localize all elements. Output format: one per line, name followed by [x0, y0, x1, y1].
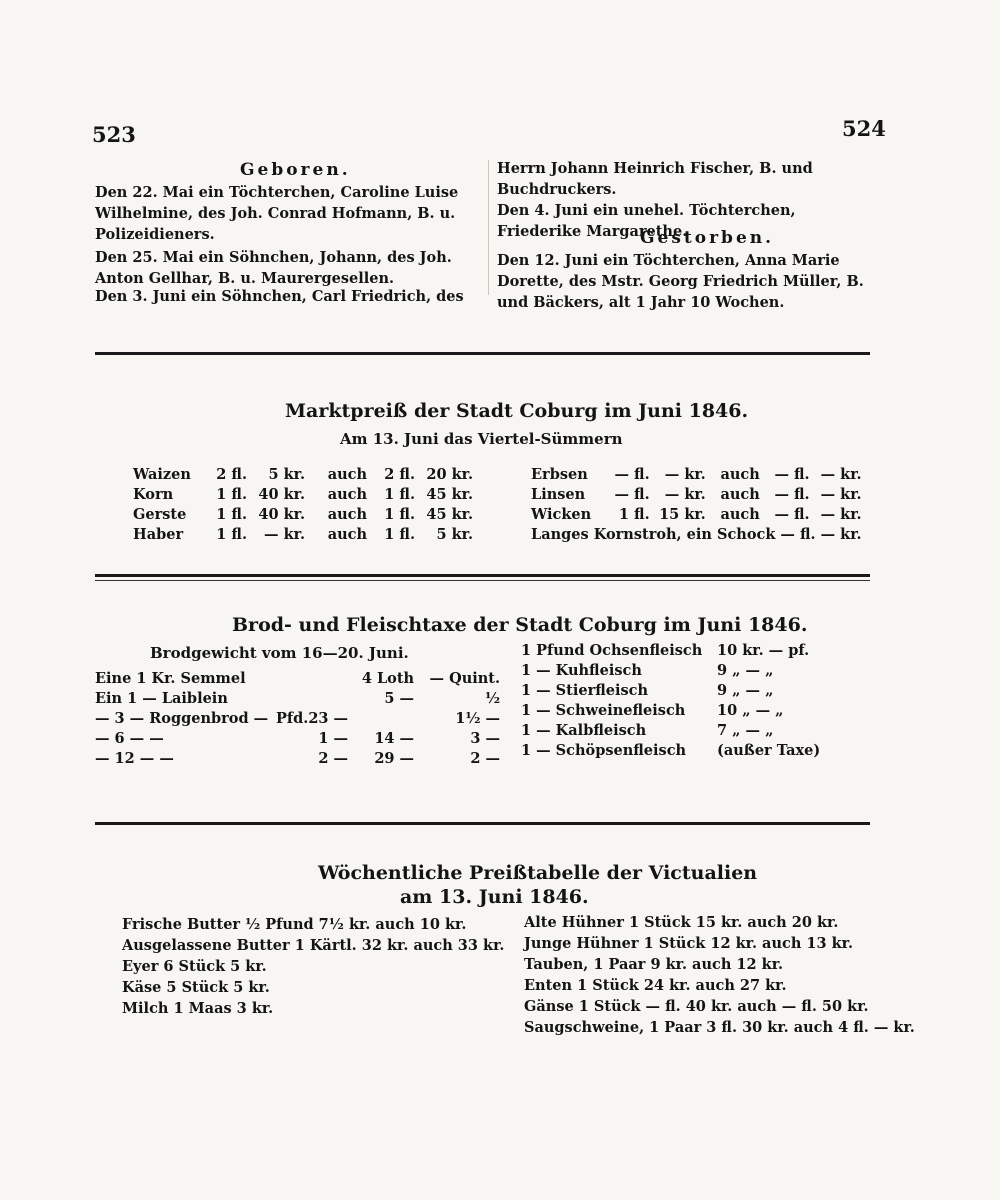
- list-item: Enten 1 Stück 24 kr. auch 27 kr.: [524, 977, 787, 994]
- victuals-list-left: [122, 914, 504, 1019]
- table-cell: 3 —: [470, 729, 501, 747]
- birth-entry-continued: Herrn Johann Heinrich Fischer, B. und Buchdruckers.: [497, 160, 813, 198]
- table-row: [130, 504, 476, 524]
- table-cell: — kr.: [820, 485, 862, 503]
- table-cell: — kr.: [820, 505, 862, 523]
- table-cell: Gerste: [133, 505, 187, 523]
- table-cell: — kr.: [264, 525, 305, 543]
- table-cell: 45 kr.: [426, 485, 473, 503]
- table-cell: 1½ —: [455, 709, 501, 727]
- bread-weight-header: Brodgewicht vom 16—20. Juni.: [150, 644, 409, 662]
- page-number-left: 523: [92, 122, 136, 147]
- table-cell: 1 — Kuhfleisch: [521, 661, 642, 679]
- table-cell: 1 fl.: [384, 505, 415, 523]
- table-cell: 45 kr.: [426, 505, 473, 523]
- table-row: [528, 504, 865, 524]
- section-rule-thin: [95, 580, 870, 581]
- table-row: [528, 524, 865, 544]
- table-cell: 1 fl.: [216, 485, 247, 503]
- birth-entry: Den 25. Mai ein Söhnchen, Johann, des Joh. Anton Gellhar, B. u. Maurergesellen.: [95, 249, 452, 287]
- birth-entry: Den 4. Juni ein unehel. Töchterchen, Friederike Margarethe.: [497, 202, 796, 240]
- table-cell: 5 —: [384, 689, 415, 707]
- grain-price-table-right: [528, 464, 865, 544]
- table-row: [92, 688, 503, 708]
- bread-weight-table: [92, 668, 503, 768]
- table-row: [518, 640, 850, 660]
- table-cell: 1 — Schöpsenfleisch: [521, 741, 687, 759]
- table-row: [518, 720, 850, 740]
- table-cell: Pfd.23 —: [276, 709, 349, 727]
- table-cell: — 3 — Roggenbrod —: [95, 709, 269, 727]
- page-number-right: 524: [842, 116, 886, 141]
- table-cell: — fl.: [774, 505, 810, 523]
- list-item: Käse 5 Stück 5 kr.: [122, 979, 270, 996]
- deaths-heading: Gestorben.: [640, 228, 775, 248]
- section-rule: [95, 574, 870, 577]
- table-cell: 10 „ — „: [717, 701, 784, 719]
- table-cell: 9 „ — „: [717, 681, 774, 699]
- table-cell: — 12 — —: [95, 749, 174, 767]
- table-cell: — fl.: [614, 485, 650, 503]
- table-cell: auch: [720, 485, 760, 503]
- table-cell: Wicken: [531, 505, 592, 523]
- column-divider: [488, 160, 489, 295]
- table-row: [528, 464, 865, 484]
- table-cell: auch: [720, 505, 760, 523]
- table-cell: Ein 1 — Laiblein: [95, 689, 228, 707]
- table-row: [130, 524, 476, 544]
- market-title: Marktpreiß der Stadt Coburg im Juni 1846.: [285, 400, 749, 422]
- table-cell: — kr.: [820, 465, 862, 483]
- birth-entry: Den 22. Mai ein Töchterchen, Caroline Luise Wilhelmine, des Joh. Conrad Hofmann, B. u. Polizeidieners.: [95, 184, 459, 243]
- table-cell: 5 kr.: [268, 465, 305, 483]
- table-cell: 2 —: [318, 749, 349, 767]
- table-row: [92, 668, 503, 688]
- table-cell: — fl.: [614, 465, 650, 483]
- meat-price-table: [518, 640, 850, 760]
- table-cell: 29 —: [374, 749, 415, 767]
- table-cell: 1 — Kalbfleisch: [521, 721, 647, 739]
- table-cell: 10 kr. — pf.: [717, 641, 810, 659]
- table-cell: 4 Loth: [361, 669, 415, 687]
- table-cell: auch: [327, 505, 367, 523]
- births-heading: Geboren.: [240, 160, 351, 180]
- table-cell: 2 fl.: [216, 465, 247, 483]
- table-cell: Korn: [133, 485, 174, 503]
- table-cell: 1 — Schweinefleisch: [521, 701, 686, 719]
- table-row: [518, 740, 850, 760]
- table-cell: 1 fl.: [216, 505, 247, 523]
- table-row: [518, 660, 850, 680]
- list-item: Milch 1 Maas 3 kr.: [122, 1000, 274, 1017]
- table-cell: — fl.: [774, 485, 810, 503]
- list-item: Ausgelassene Butter 1 Kärtl. 32 kr. auch 33 kr.: [122, 937, 505, 954]
- table-cell: 40 kr.: [258, 505, 305, 523]
- section-rule: [95, 822, 870, 825]
- table-cell: 2 fl.: [384, 465, 415, 483]
- table-cell: 5 kr.: [436, 525, 473, 543]
- table-cell: [351, 708, 417, 728]
- table-cell: — fl.: [774, 465, 810, 483]
- section-rule: [95, 352, 870, 355]
- table-cell: 40 kr.: [258, 485, 305, 503]
- table-row: [528, 484, 865, 504]
- table-cell: 1 fl.: [384, 485, 415, 503]
- table-cell: Haber: [133, 525, 184, 543]
- table-cell: 1 Pfund Ochsenfleisch: [521, 641, 703, 659]
- list-item: Alte Hühner 1 Stück 15 kr. auch 20 kr.: [524, 914, 839, 931]
- table-cell: 1 —: [318, 729, 349, 747]
- table-row: [130, 464, 476, 484]
- table-cell: 2 —: [470, 749, 501, 767]
- table-cell: Eine 1 Kr. Semmel: [95, 669, 246, 687]
- table-cell: — kr.: [664, 485, 706, 503]
- table-cell: auch: [327, 525, 367, 543]
- list-item: Junge Hühner 1 Stück 12 kr. auch 13 kr.: [524, 935, 854, 952]
- table-row: [518, 700, 850, 720]
- table-cell: auch: [720, 465, 760, 483]
- bread-meat-title: Brod- und Fleischtaxe der Stadt Coburg im Juni 1846.: [232, 614, 808, 636]
- table-row: [130, 484, 476, 504]
- straw-price: Langes Kornstroh, ein Schock — fl. — kr.: [531, 525, 862, 543]
- victuals-subtitle: am 13. Juni 1846.: [400, 886, 589, 908]
- table-cell: Waizen: [133, 465, 191, 483]
- table-cell: [273, 688, 351, 708]
- victuals-list-right: [524, 912, 915, 1038]
- list-item: Saugschweine, 1 Paar 3 fl. 30 kr. auch 4 fl. — kr.: [524, 1019, 915, 1036]
- table-cell: 14 —: [374, 729, 415, 747]
- table-cell: 1 fl.: [216, 525, 247, 543]
- list-item: Tauben, 1 Paar 9 kr. auch 12 kr.: [524, 956, 784, 973]
- table-cell: 15 kr.: [659, 505, 706, 523]
- market-subtitle: Am 13. Juni das Viertel-Sümmern: [340, 430, 623, 448]
- table-cell: 1 fl.: [384, 525, 415, 543]
- death-entry: Den 12. Juni ein Töchterchen, Anna Marie Dorette, des Mstr. Georg Friedrich Müller, B. und Bäckers, alt 1 Jahr 10 Wochen.: [497, 252, 864, 311]
- table-row: [518, 680, 850, 700]
- table-cell: auch: [327, 465, 367, 483]
- victuals-title: Wöchentliche Preißtabelle der Victualien: [318, 862, 758, 884]
- table-cell: 1 fl.: [618, 505, 650, 523]
- table-cell: Erbsen: [531, 465, 588, 483]
- table-cell: — kr.: [664, 465, 706, 483]
- birth-entry: Den 3. Juni ein Söhnchen, Carl Friedrich, des: [95, 288, 464, 305]
- table-cell: 1 — Stierfleisch: [521, 681, 649, 699]
- list-item: Frische Butter ½ Pfund 7½ kr. auch 10 kr.: [122, 916, 467, 933]
- list-item: Gänse 1 Stück — fl. 40 kr. auch — fl. 50 kr.: [524, 998, 869, 1015]
- list-item: Eyer 6 Stück 5 kr.: [122, 958, 267, 975]
- grain-price-table-left: [130, 464, 476, 544]
- table-cell: 20 kr.: [426, 465, 473, 483]
- table-cell: 9 „ — „: [717, 661, 774, 679]
- table-cell: (außer Taxe): [717, 741, 821, 759]
- table-cell: 7 „ — „: [717, 721, 774, 739]
- table-cell: — 6 — —: [95, 729, 164, 747]
- table-cell: — Quint.: [429, 669, 501, 687]
- table-row: [92, 748, 503, 768]
- table-cell: [273, 668, 351, 688]
- table-row: [92, 728, 503, 748]
- table-row: [92, 708, 503, 728]
- table-cell: auch: [327, 485, 367, 503]
- table-cell: Linsen: [531, 485, 586, 503]
- table-cell: ½: [484, 689, 501, 707]
